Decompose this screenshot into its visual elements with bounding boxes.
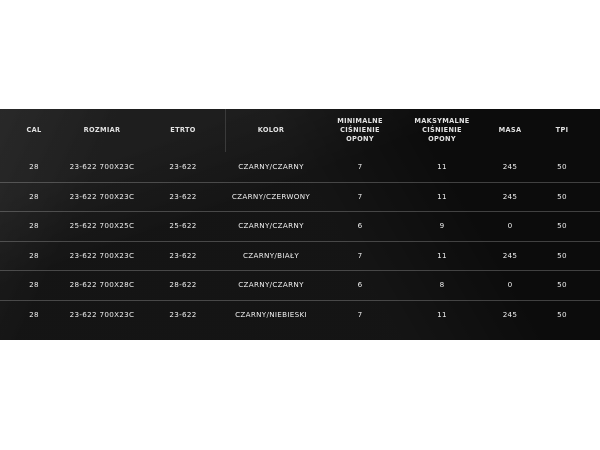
- header-max-line2: CIŚNIENIE: [422, 126, 462, 134]
- cell-kolor: CZARNY/CZARNY: [238, 280, 304, 289]
- cell-masa: 245: [502, 250, 518, 260]
- cell-etrto: 23-622: [169, 191, 197, 201]
- cell-masa: 0: [507, 221, 513, 230]
- header-cal: CAL: [26, 126, 42, 134]
- cell-tpi: 50: [557, 162, 567, 171]
- header-min-line2: CIŚNIENIE: [340, 126, 380, 134]
- table-row: [0, 211, 600, 240]
- cell-tpi: 50: [557, 309, 567, 319]
- cell-rozmiar: 23-622 700X23C: [69, 309, 135, 319]
- header-rozmiar: ROZMIAR: [83, 126, 121, 134]
- cell-etrto: 23-622: [169, 250, 197, 260]
- cell-kolor: CZARNY/CZARNY: [238, 221, 304, 230]
- table-row: [0, 270, 600, 299]
- table-row: [0, 182, 600, 211]
- cell-etrto: 28-622: [169, 280, 197, 289]
- table-row: [0, 241, 600, 270]
- cell-max: 11: [437, 162, 447, 171]
- cell-min: 7: [357, 191, 363, 201]
- table-header: [0, 109, 600, 152]
- header-etrto: ETRTO: [170, 126, 196, 134]
- tire-spec-table: [0, 109, 600, 340]
- header-masa: MASA: [498, 126, 522, 134]
- cell-cal: 28: [29, 221, 39, 230]
- cell-masa: 0: [507, 280, 513, 289]
- cell-cal: 28: [29, 191, 39, 201]
- header-kolor: KOLOR: [257, 126, 285, 134]
- cell-masa: 245: [502, 191, 518, 201]
- cell-masa: 245: [502, 162, 518, 171]
- cell-max: 11: [437, 191, 447, 201]
- cell-cal: 28: [29, 280, 39, 289]
- cell-rozmiar: 23-622 700X23C: [69, 191, 135, 201]
- cell-tpi: 50: [557, 250, 567, 260]
- cell-etrto: 25-622: [169, 221, 197, 230]
- cell-kolor: CZARNY/CZARNY: [238, 162, 304, 171]
- cell-rozmiar: 28-622 700X28C: [69, 280, 135, 289]
- cell-min: 6: [357, 280, 363, 289]
- cell-kolor: CZARNY/CZERWONY: [231, 191, 311, 201]
- header-max-pressure: [414, 117, 469, 144]
- cell-cal: 28: [29, 309, 39, 319]
- header-min-line1: MINIMALNE: [337, 117, 383, 125]
- cell-kolor: CZARNY/NIEBIESKI: [235, 309, 307, 319]
- cell-min: 7: [357, 250, 363, 260]
- cell-tpi: 50: [557, 191, 567, 201]
- cell-cal: 28: [29, 250, 39, 260]
- cell-masa: 245: [502, 309, 518, 319]
- cell-kolor: CZARNY/BIAŁY: [242, 250, 300, 260]
- cell-tpi: 50: [557, 221, 567, 230]
- cell-rozmiar: 23-622 700X23C: [69, 250, 135, 260]
- cell-min: 6: [357, 221, 363, 230]
- cell-tpi: 50: [557, 280, 567, 289]
- cell-max: 11: [437, 309, 447, 319]
- cell-etrto: 23-622: [169, 309, 197, 319]
- header-tpi: TPI: [555, 126, 569, 134]
- cell-max: 11: [437, 250, 447, 260]
- header-max-line3: OPONY: [428, 135, 456, 143]
- cell-max: 9: [439, 221, 445, 230]
- table-row: [0, 300, 600, 329]
- table-row: [0, 152, 600, 181]
- cell-cal: 28: [29, 162, 39, 171]
- header-min-pressure: [337, 117, 383, 144]
- cell-rozmiar: 25-622 700X25C: [69, 221, 135, 230]
- header-min-line3: OPONY: [346, 135, 374, 143]
- cell-max: 8: [439, 280, 445, 289]
- header-max-line1: MAKSYMALNE: [414, 117, 470, 125]
- cell-etrto: 23-622: [169, 162, 197, 171]
- cell-rozmiar: 23-622 700X23C: [69, 162, 135, 171]
- cell-min: 7: [357, 309, 363, 319]
- cell-min: 7: [357, 162, 363, 171]
